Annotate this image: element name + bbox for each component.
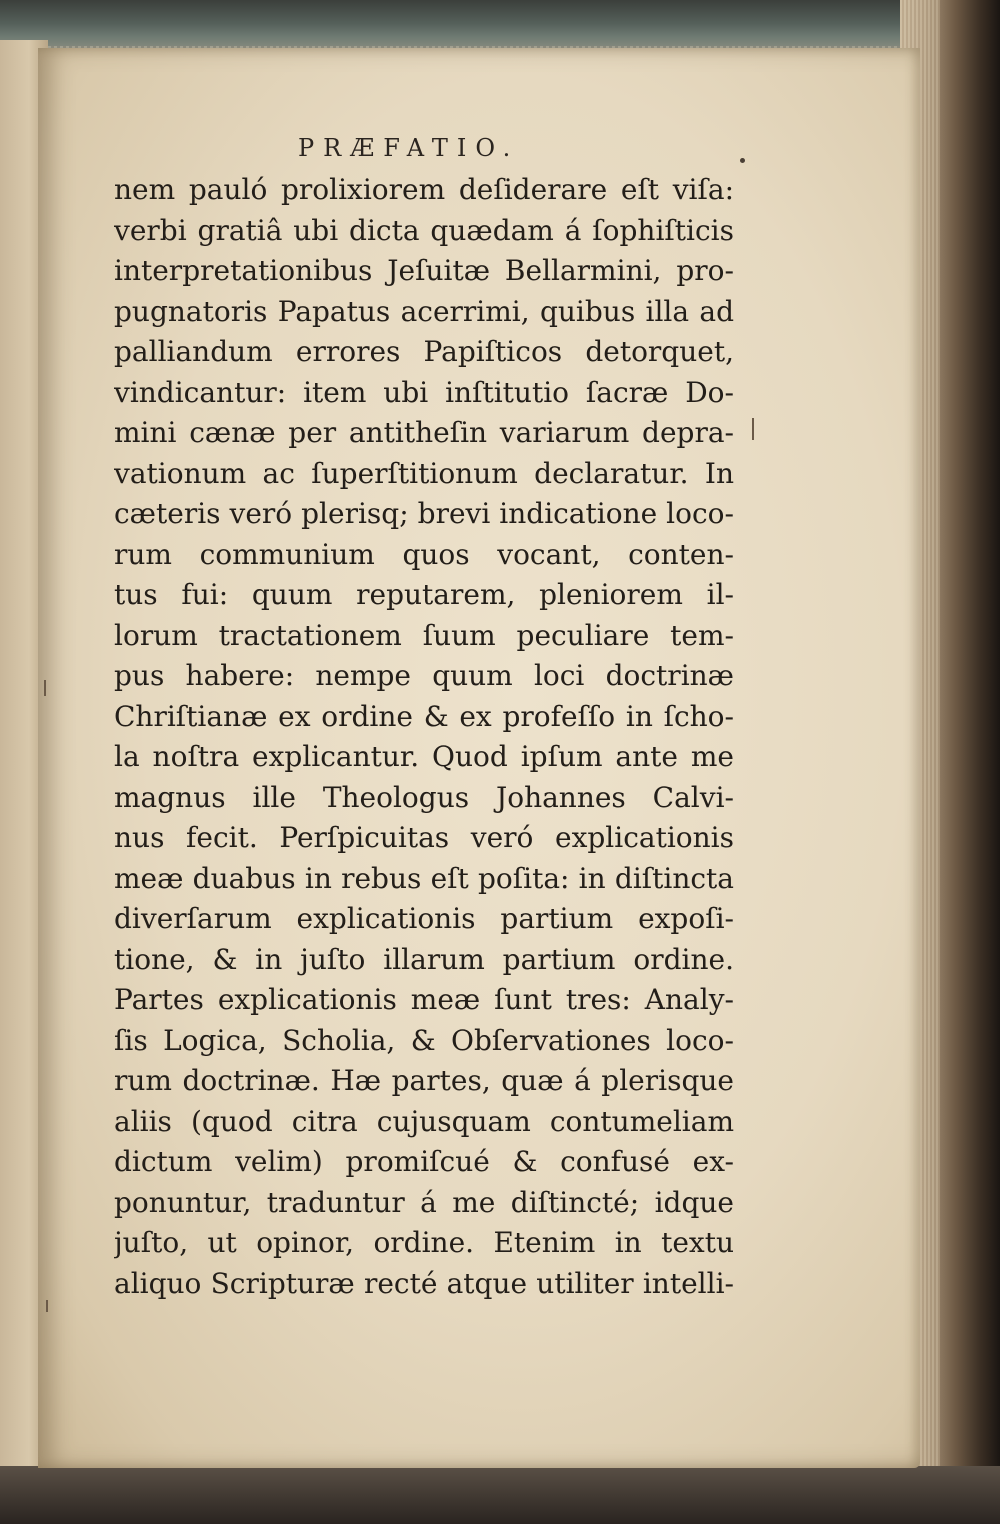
text-line: dictum velim) promiſcué & confusé ex- (114, 1145, 734, 1178)
text-line: pus habere: nempe quum loci doctrinæ (114, 659, 734, 692)
text-line: rum communium quos vocant, conten- (114, 537, 734, 571)
text-line: lorum tractationem ſuum peculiare tem- (114, 618, 734, 652)
text-line: diverſarum explicationis partium expoſi- (114, 902, 734, 935)
text-line: nem pauló prolixiorem deſiderare eſt viſa: (114, 173, 734, 206)
scan-bottom-shadow (0, 1466, 1000, 1524)
text-line: pugnatoris Papatus acerrimi, quibus illa ad (114, 294, 734, 328)
text-line: tus fui: quum reputarem, pleniorem il- (114, 578, 734, 611)
text-line: Chriſtianæ ex ordine & ex profeſſo in ſcho- (114, 699, 734, 733)
text-line: rum doctrinæ. Hæ partes, quæ á plerisque (114, 1064, 734, 1097)
text-line: mini cænæ per antitheſin variarum depra- (114, 416, 734, 449)
text-line: meæ duabus in rebus eſt poſita: in diſtincta (114, 861, 734, 895)
margin-mark (44, 680, 46, 696)
text-line: nus fecit. Perſpicuitas veró explicationis (114, 821, 734, 854)
text-line: interpretationibus Jeſuitæ Bellarmini, pro- (114, 254, 734, 287)
ink-speck (740, 158, 745, 163)
margin-mark (46, 1300, 48, 1312)
text-line: palliandum errores Papiſticos detorquet, (114, 335, 734, 368)
text-line: ſis Logica, Scholia, & Obſervationes loco- (114, 1023, 734, 1057)
body-text (114, 170, 734, 1304)
text-line: vationum ac ſuperſtitionum declaratur. In (114, 456, 734, 490)
text-line: ponuntur, traduntur á me diſtincté; idque (114, 1185, 734, 1219)
text-line: aliquo Scripturæ recté atque utiliter intelli- (114, 1266, 734, 1300)
text-line: verbi gratiâ ubi dicta quædam á ſophiſticis (114, 213, 734, 247)
margin-mark (752, 418, 754, 440)
text-line: tione, & in juſto illarum partium ordine. (114, 942, 734, 976)
text-line: magnus ille Theologus Johannes Calvi- (114, 780, 734, 814)
text-line: aliis (quod citra cujusquam contumeliam (114, 1104, 734, 1138)
text-line: juſto, ut opinor, ordine. Etenim in textu (114, 1226, 734, 1259)
text-line: la noſtra explicantur. Quod ipſum ante me (114, 740, 734, 773)
text-line: cæteris veró plerisq; brevi indicatione loco- (114, 497, 734, 530)
running-head: PRÆFATIO. (298, 134, 520, 162)
text-line: Partes explicationis meæ ſunt tres: Analy- (114, 983, 734, 1016)
page-stack-top-edge (0, 0, 1000, 52)
text-line: vindicantur: item ubi inſtitutio ſacræ Do- (114, 375, 734, 409)
